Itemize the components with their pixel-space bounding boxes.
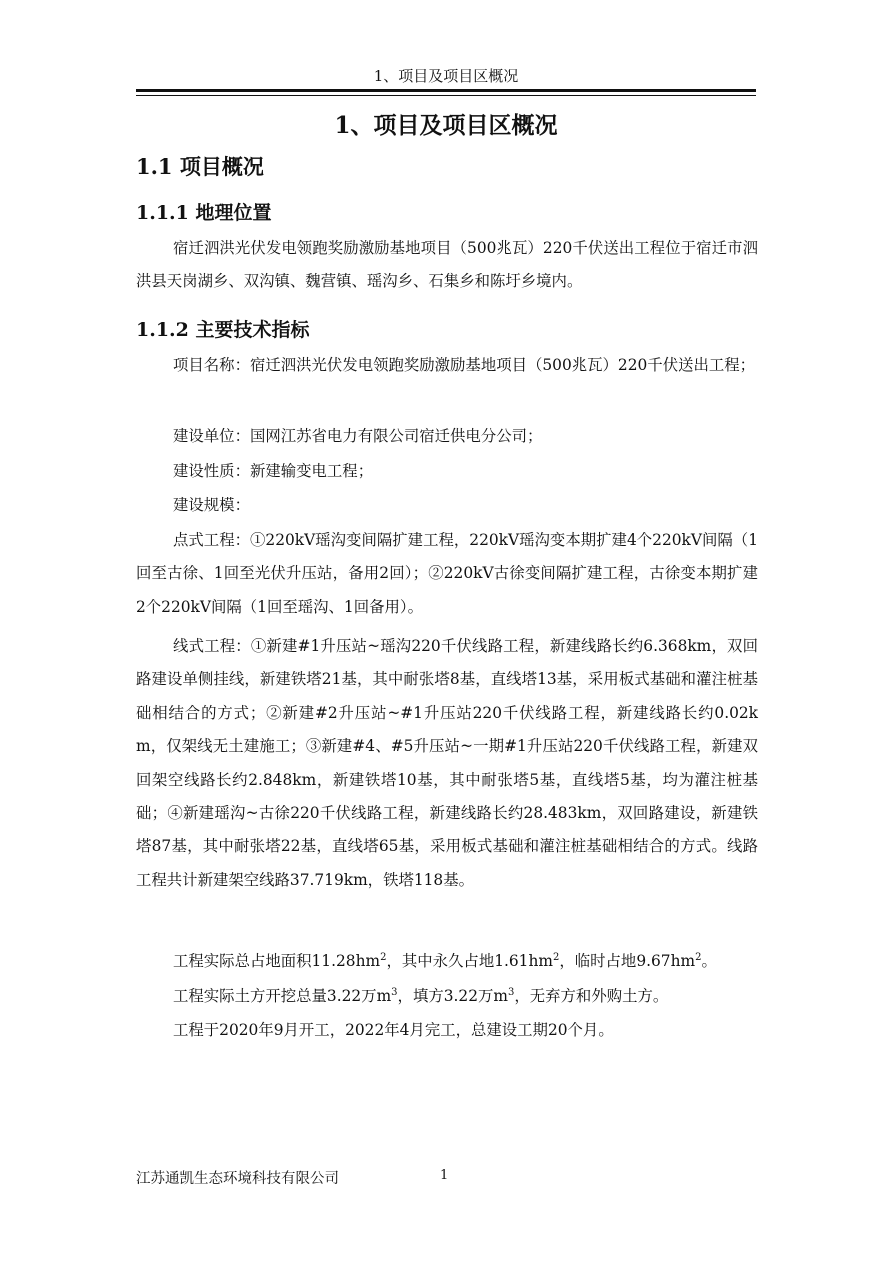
earthwork-text-2: ，填方3.22万m xyxy=(397,987,508,1005)
land-area-sup-1: 2 xyxy=(380,952,387,963)
earthwork-sup-1: 3 xyxy=(391,987,398,998)
earthwork-sup-2: 3 xyxy=(507,987,515,998)
construction-nature-paragraph: 建设性质：新建输变电工程； xyxy=(173,462,374,480)
footer-company: 江苏通凯生态环境科技有限公司 xyxy=(136,1171,339,1187)
land-area-sup-2: 2 xyxy=(552,952,560,963)
schedule-paragraph: 工程于2020年9月开工，2022年4月完工，总建设工期20个月。 xyxy=(173,1021,614,1039)
construction-scale-label: 建设规模： xyxy=(173,496,250,514)
land-area-text-2: ，其中永久占地1.61hm xyxy=(386,952,553,970)
line-works-paragraph: 线式工程：①新建#1升压站~瑶沟220千伏线路工程，新建线路长约6.368km，双回路建设单侧挂线，新建铁塔21基，其中耐张塔8基，直线塔13基，采用板式基础和灌注桩基础相结合的方式；②新建#2升压站~#1升压站220千伏线路工程，新建线路长约0.02km，仅架线无土建施工；③新建#4、#5升压站~一期#1升压站220千伏线路工程，新建双回架空线路长约2.848km，新建铁塔10基，其中耐张塔5基，直线塔5基，均为灌注桩基础；④新建瑶沟~古徐220千伏线路工程，新建线路长约28.483km，双回路建设，新建铁塔87基，其中耐张塔22基，直线塔65基，采用板式基础和灌注桩基础相结合的方式。线路工程共计新建架空线路37.719km，铁塔118基。 xyxy=(136,637,758,889)
section-heading-1-1: 1.1 项目概况 xyxy=(136,154,264,179)
section-heading-1-1-2: 1.1.2 主要技术指标 xyxy=(136,319,310,341)
earthwork-text-1: 工程实际土方开挖总量3.22万m xyxy=(173,987,392,1005)
construction-unit-paragraph: 建设单位：国网江苏省电力有限公司宿迁供电分公司； xyxy=(173,427,543,445)
earthwork-paragraph xyxy=(136,980,758,1013)
running-header: 1、项目及项目区概况 xyxy=(373,67,519,85)
header-rule-thin xyxy=(136,95,756,96)
page-number: 1 xyxy=(440,1168,449,1183)
land-area-text-4: 。 xyxy=(701,952,717,970)
section-heading-1-1-1: 1.1.1 地理位置 xyxy=(136,202,272,224)
point-works-paragraph: 点式工程：①220kV瑶沟变间隔扩建工程，220kV瑶沟变本期扩建4个220kV间隔（1回至古徐、1回至光伏升压站，备用2回）；②220kV古徐变间隔扩建工程，古徐变本期扩建2个220kV间隔（1回至瑶沟、1回备用）。 xyxy=(136,531,758,616)
land-area-paragraph xyxy=(136,945,758,978)
land-area-sup-3: 2 xyxy=(695,952,702,963)
earthwork-text-3: ，无弃方和外购土方。 xyxy=(514,987,669,1005)
location-paragraph: 宿迁泗洪光伏发电领跑奖励激励基地项目（500兆瓦）220千伏送出工程位于宿迁市泗洪县天岗湖乡、双沟镇、魏营镇、瑶沟乡、石集乡和陈圩乡境内。 xyxy=(136,239,758,291)
land-area-text-1: 工程实际总占地面积11.28hm xyxy=(173,952,381,970)
header-rule-thick xyxy=(136,89,756,92)
chapter-title: 1、项目及项目区概况 xyxy=(334,112,558,139)
land-area-text-3: ，临时占地9.67hm xyxy=(559,952,696,970)
project-name-paragraph: 项目名称：宿迁泗洪光伏发电领跑奖励激励基地项目（500兆瓦）220千伏送出工程； xyxy=(173,356,756,374)
